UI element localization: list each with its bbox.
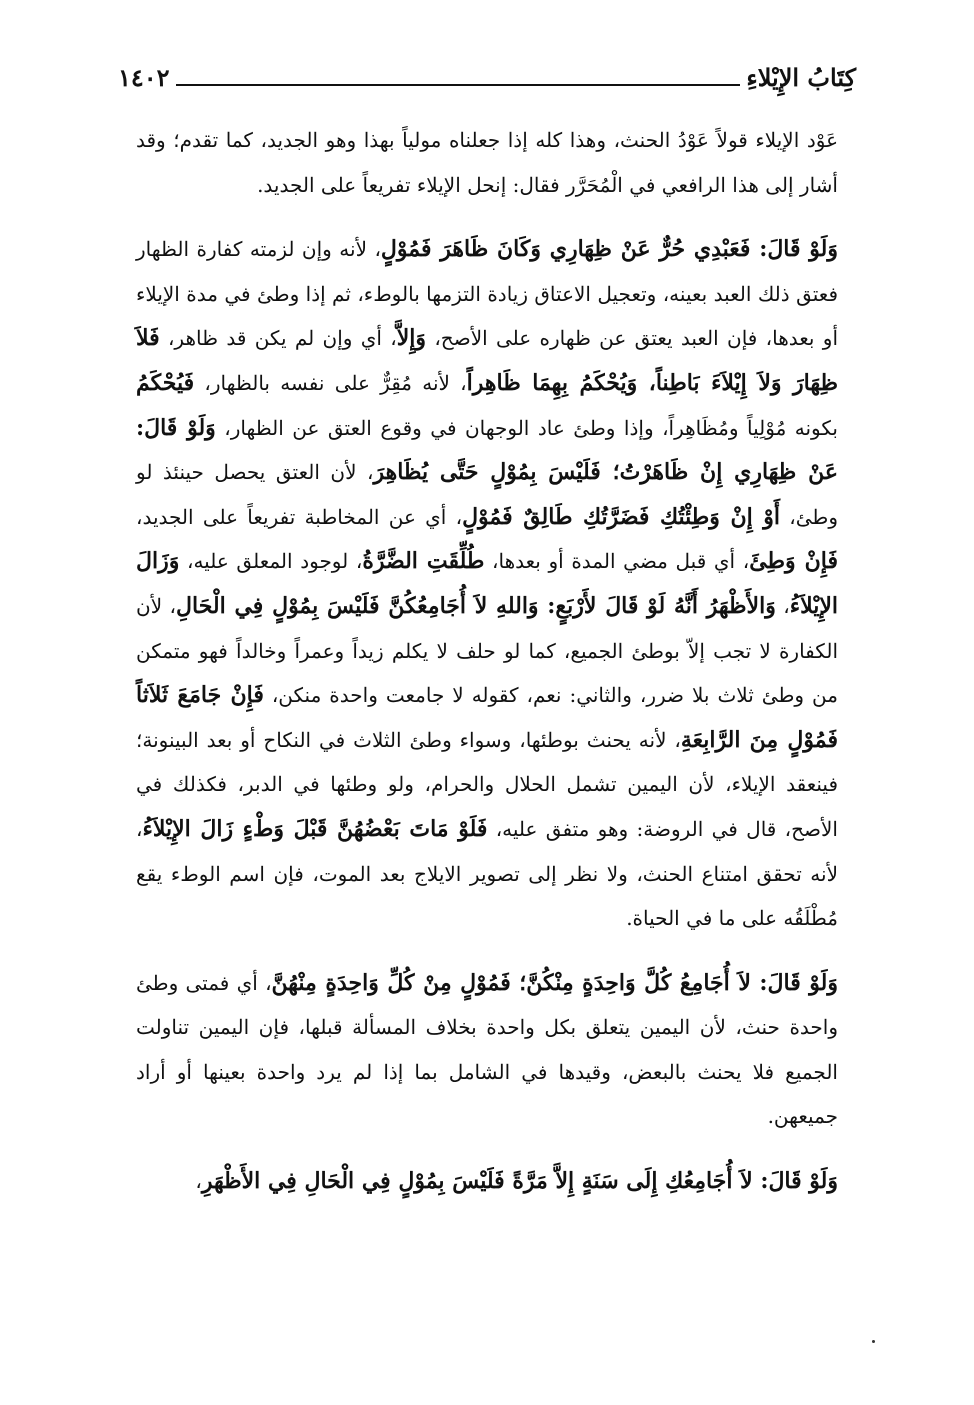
matn-text: وَلَوْ قَالَ: لاَ أُجَامِعُ كُلَّ وَاحِدَةٍ مِنْكُنَّ؛ فَمُوْلٍ مِنْ كُلِّ وَاحِدَةٍ مِنْهُنَّ	[271, 969, 839, 996]
paragraph	[136, 118, 838, 207]
commentary-text: ، لأن العتق يحصل حينئذ لو وطئ،	[136, 460, 838, 529]
commentary-text: ، أي عن المخاطبة تفريعاً على الجديد،	[136, 504, 463, 529]
commentary-text: ،	[775, 593, 790, 618]
matn-text: وَلَوْ قَالَ: عَنْ ظِهَارِي إِنْ ظَاهَرْتُ؛ فَلَيْسَ بِمُوْلٍ حَتَّى يُظَاهِرَ	[136, 414, 838, 486]
matn-text: وَإِلاَّ	[396, 325, 427, 352]
commentary-text: ، لأنه تحقق امتناع الحنث، ولا نظر إلى تصوير الايلاج بعد الموت، فإن اسم الوطء يقع مُطْلَقُه على ما في الحياة.	[136, 816, 838, 931]
matn-text: وَلَوْ قَالَ: لاَ أُجَامِعُكِ إِلَى سَنَةٍ إِلاَّ مَرَّةً فَلَيْسَ بِمُوْلٍ فِي الْحَالِ فِي الأَظْهَرِ	[201, 1168, 838, 1195]
matn-text: فَإِنْ جَامَعَ ثَلاَثاً فَمُوْلٍ مِنَ الرَّابِعَةِ	[136, 682, 838, 753]
matn-text: فَيُحْكَمُ	[136, 369, 195, 396]
commentary-text: عَوْد الإيلاء قولاً عَوْدُ الحنث، وهذا كله إذا جعلناه مولياً بهذا وهو الجديد، كما تقدم؛ وقد أشار إلى هذا الرافعي في الْمُحَرَّر فقال: إنحل الإيلاء تفريعاً على الجديد.	[136, 128, 839, 197]
matn-text: فَلاَ ظِهَارَ وَلاَ إِيْلاَءَ بَاطِناً، وَيُحْكَمُ بِهِمَا ظَاهِراً	[136, 325, 839, 396]
matn-text: طُلِّقَتِ الضَّرَّةُ	[362, 548, 485, 575]
matn-text: فَإِنْ وَطِئَ	[749, 548, 838, 575]
page-number: ١٤٠٢	[118, 63, 170, 92]
matn-text: وَزَالَ الإِيْلاَءُ	[136, 548, 839, 619]
commentary-text: ، لأن الكفارة لا تجب إلاّ بوطئ الجميع، كما لو حلف لا يكلم زيداً وعمراً وخالداً فهو متمكن من وطئ ثلاث بلا ضرر، والثاني: نعم، كقوله لا جامعت واحدة منكن،	[136, 593, 838, 708]
commentary-text: ، أي فمتى وطئ واحدة حنث، لأن اليمين يتعلق بكل واحدة بخلاف المسألة قبلها، فإن اليمين تناولت الجميع فلا يحنث بالبعض، وقيدها في الشامل بما إذا لم يرد واحدة بعينها أو أراد جميعهن.	[136, 970, 838, 1129]
commentary-text: ، لوجود المعلق عليه،	[179, 549, 363, 574]
commentary-text: ، لأنه وإن لزمته كفارة الظهار فعتق ذلك العبد بعينه، وتعجيل الاعتاق زيادة التزمها بالوطء، ثم إذا وطئ في مدة الإيلاء أو بعدها، فإن العبد يعتق عن ظهاره على الأصح،	[136, 237, 839, 351]
matn-text: وَالأَظْهَرُ أَنَّهُ لَوْ قَالَ لأَرْبَعٍ: وَاللهِ لاَ أُجَامِعُكُنَّ فَلَيْسَ بِمُوْلٍ فِي الْحَالِ	[176, 592, 776, 619]
paragraph	[136, 1159, 838, 1204]
commentary-text: ، لأنه يحنث بوطئها، وسواء وطئ الثلاث في النكاح أو بعد البينونة؛ فينعقد الإيلاء، لأن اليمين تشمل الحلال والحرام، ولو وطئها في الدبر، فكذلك في الأصح، قال في الروضة: وهو متفق عليه،	[136, 727, 838, 841]
matn-text: وَلَوْ قَالَ: فَعَبْدِي حُرٌّ عَنْ ظِهَارِي وَكَانَ ظَاهَرَ فَمُوْلٍ	[380, 236, 838, 263]
running-header	[118, 52, 856, 92]
commentary-text: ، لأنه مُقِرٌّ على نفسه بالظهار،	[194, 370, 467, 395]
matn-text: أَوْ إِنْ وَطِئْتُكِ فَضَرَّتُكِ طَالِقٌ فَمُوْلٍ	[462, 503, 781, 530]
body-text	[136, 118, 838, 1204]
header-rule	[176, 84, 741, 86]
commentary-text: ،	[195, 1169, 202, 1194]
stray-mark	[872, 1340, 875, 1343]
commentary-text: بكونه مُوْلِياً ومُظَاهِراً، وإذا وطئ عاد الوجهان في وقوع العتق عن الظهار،	[215, 415, 838, 440]
matn-text: فَلَوْ مَاتَ بَعْضُهُنَّ قَبْلَ وَطْءٍ زَالَ الإِيْلاَءُ	[142, 815, 488, 842]
commentary-text: ، أي قبل مضي المدة أو بعدها،	[484, 549, 750, 574]
paragraph	[136, 961, 838, 1139]
paragraph	[136, 227, 838, 941]
commentary-text: ، أي وإن لم يكن قد ظاهر،	[159, 326, 397, 351]
chapter-title: كِتَابُ الإِيْلاءِ	[746, 63, 856, 92]
